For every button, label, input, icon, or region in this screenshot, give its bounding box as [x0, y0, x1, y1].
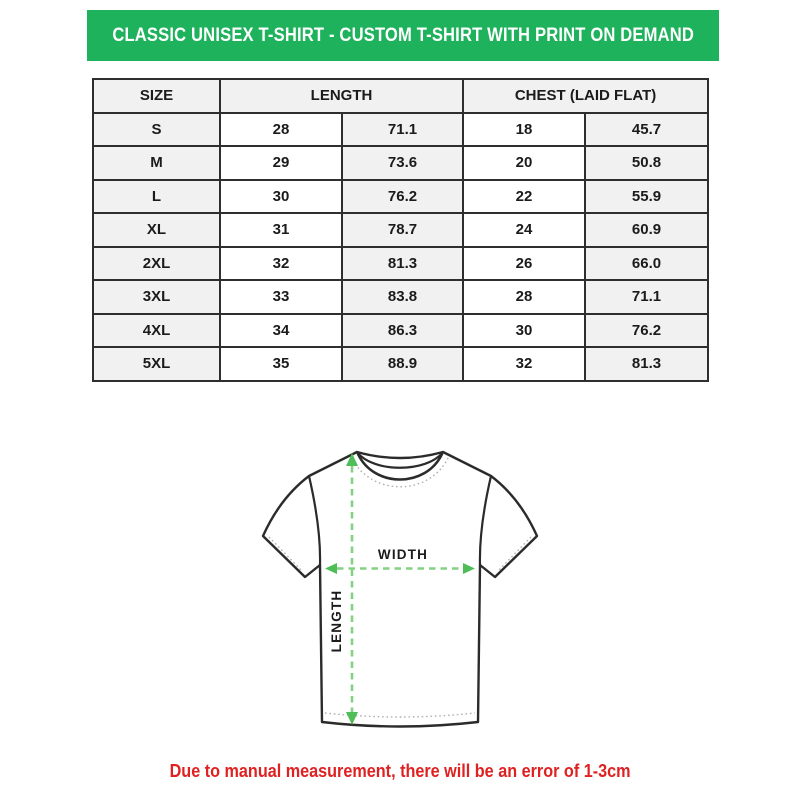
header-size: SIZE	[93, 79, 220, 113]
table-row	[93, 280, 708, 314]
cell-size: 3XL	[93, 280, 220, 314]
cell-chest-cm: 76.2	[585, 314, 708, 348]
table-row	[93, 213, 708, 247]
cell-size: 4XL	[93, 314, 220, 348]
cell-length-in: 31	[220, 213, 342, 247]
cell-chest-in: 28	[463, 280, 585, 314]
page-title: CLASSIC UNISEX T-SHIRT - CUSTOM T-SHIRT WITH PRINT ON DEMAND	[112, 24, 694, 46]
cell-length-in: 28	[220, 113, 342, 147]
cell-chest-cm: 45.7	[585, 113, 708, 147]
table-row	[93, 146, 708, 180]
cell-chest-in: 30	[463, 314, 585, 348]
cell-chest-in: 32	[463, 347, 585, 381]
cell-length-in: 30	[220, 180, 342, 214]
cell-chest-cm: 71.1	[585, 280, 708, 314]
cell-chest-cm: 60.9	[585, 213, 708, 247]
cell-length-cm: 73.6	[342, 146, 463, 180]
cell-length-in: 33	[220, 280, 342, 314]
cell-length-in: 34	[220, 314, 342, 348]
table-row	[93, 113, 708, 147]
cell-length-in: 32	[220, 247, 342, 281]
cell-length-cm: 76.2	[342, 180, 463, 214]
cell-length-in: 35	[220, 347, 342, 381]
table-header-row	[93, 79, 708, 113]
cell-chest-in: 20	[463, 146, 585, 180]
table-row	[93, 180, 708, 214]
title-banner	[87, 10, 719, 61]
cell-chest-cm: 81.3	[585, 347, 708, 381]
size-chart-table	[92, 78, 709, 382]
cell-chest-in: 22	[463, 180, 585, 214]
cell-length-cm: 86.3	[342, 314, 463, 348]
cell-length-in: 29	[220, 146, 342, 180]
size-chart-body	[93, 113, 708, 381]
table-row	[93, 247, 708, 281]
header-length: LENGTH	[220, 79, 463, 113]
cell-chest-in: 18	[463, 113, 585, 147]
length-label: LENGTH	[329, 589, 344, 653]
cell-size: M	[93, 146, 220, 180]
cell-chest-cm: 66.0	[585, 247, 708, 281]
cell-length-cm: 88.9	[342, 347, 463, 381]
cell-chest-in: 24	[463, 213, 585, 247]
tshirt-measurement-diagram	[240, 430, 560, 750]
tshirt-outline	[263, 452, 537, 727]
cell-chest-cm: 55.9	[585, 180, 708, 214]
cell-length-cm: 71.1	[342, 113, 463, 147]
table-row	[93, 347, 708, 381]
cell-chest-cm: 50.8	[585, 146, 708, 180]
cell-size: S	[93, 113, 220, 147]
cell-size: XL	[93, 213, 220, 247]
measurement-note	[0, 761, 800, 782]
cell-chest-in: 26	[463, 247, 585, 281]
header-chest: CHEST (LAID FLAT)	[463, 79, 708, 113]
measurement-note-text: Due to manual measurement, there will be an error of 1-3cm	[169, 761, 631, 781]
cell-length-cm: 83.8	[342, 280, 463, 314]
cell-length-cm: 78.7	[342, 213, 463, 247]
width-label: WIDTH	[377, 547, 429, 562]
cell-size: 5XL	[93, 347, 220, 381]
cell-size: 2XL	[93, 247, 220, 281]
cell-length-cm: 81.3	[342, 247, 463, 281]
cell-size: L	[93, 180, 220, 214]
table-row	[93, 314, 708, 348]
